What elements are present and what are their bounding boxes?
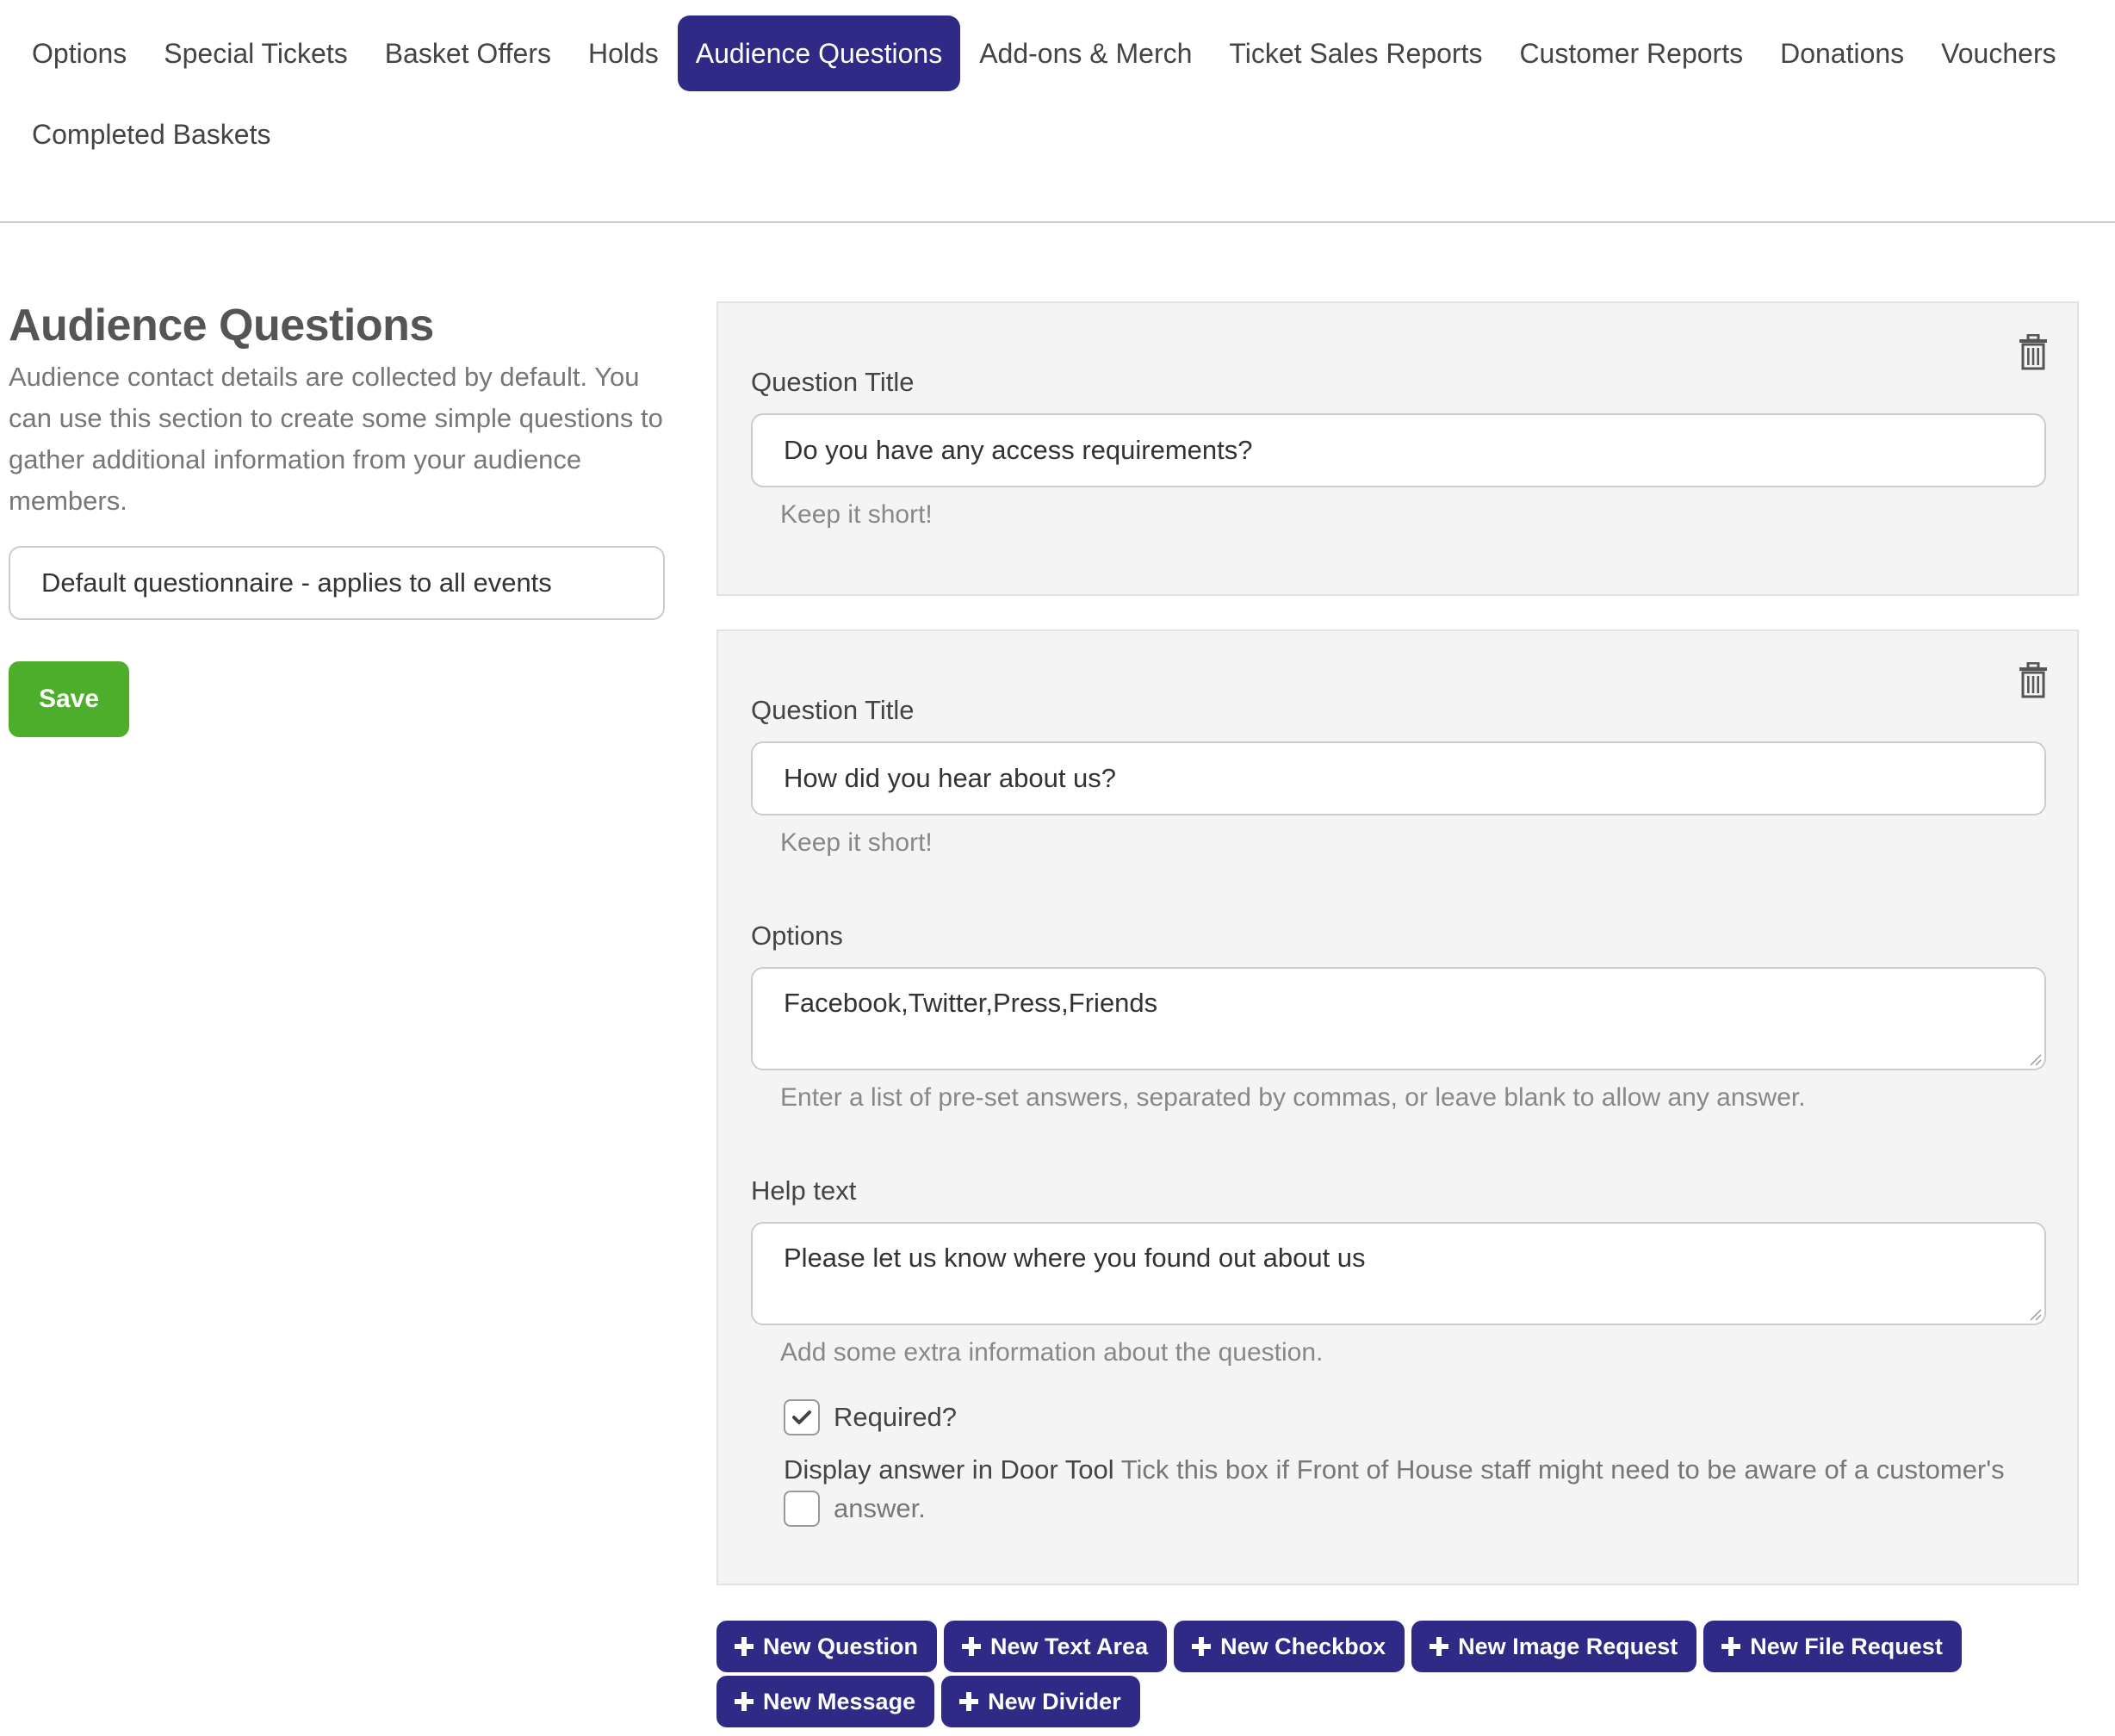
options-textarea[interactable] [751, 967, 2046, 1070]
checkmark-icon [791, 1409, 812, 1426]
help-text-hint: Add some extra information about the question. [780, 1338, 1324, 1367]
plus-icon [1191, 1636, 1212, 1657]
required-checkbox-row [784, 1399, 957, 1435]
new-file-request-label: New File Request [1750, 1633, 1943, 1659]
new-image-request-label: New Image Request [1458, 1633, 1678, 1659]
help-text-textarea[interactable] [751, 1222, 2046, 1325]
new-divider-label: New Divider [988, 1688, 1121, 1714]
sidebar-panel [9, 298, 665, 737]
intro-text: Audience contact details are collected by default. You can use this section to create some simple questions to gather additional information from your audience members. [9, 362, 663, 516]
plus-icon [1721, 1636, 1741, 1657]
help-text-label: Help text [751, 1175, 857, 1206]
new-file-request-button[interactable] [1703, 1621, 1962, 1672]
questionnaire-select[interactable]: Default questionnaire - applies to all events [9, 546, 665, 620]
new-divider-button[interactable] [941, 1676, 1140, 1727]
top-nav [14, 16, 2098, 177]
new-question-button[interactable] [716, 1621, 937, 1672]
tab-add-ons-merch[interactable]: Add-ons & Merch [979, 38, 1193, 69]
question-title-label: Question Title [751, 695, 915, 725]
tab-options[interactable]: Options [32, 38, 127, 69]
tab-completed-baskets[interactable]: Completed Baskets [32, 119, 271, 150]
door-tool-checkbox-row [784, 1491, 926, 1527]
question-title-input[interactable]: Do you have any access requirements? [751, 413, 2046, 487]
plus-icon [734, 1691, 754, 1712]
tab-vouchers[interactable]: Vouchers [1941, 38, 2056, 69]
question-panel [716, 629, 2079, 1585]
new-question-label: New Question [763, 1633, 919, 1659]
tab-holds[interactable]: Holds [587, 38, 659, 69]
save-button[interactable]: Save [9, 661, 129, 737]
add-element-toolbar [716, 1621, 2094, 1731]
required-label: Required? [834, 1402, 958, 1432]
door-tool-answer-text: answer. [834, 1493, 926, 1523]
question-title-hint: Keep it short! [780, 828, 933, 857]
new-text-area-label: New Text Area [990, 1633, 1149, 1659]
tab-basket-offers[interactable]: Basket Offers [384, 38, 551, 69]
new-message-label: New Message [763, 1688, 916, 1714]
new-checkbox-button[interactable] [1174, 1621, 1405, 1672]
question-panel [716, 301, 2079, 596]
tab-special-tickets[interactable]: Special Tickets [164, 38, 348, 69]
plus-icon [734, 1636, 754, 1657]
door-tool-description: Tick this box if Front of House staff might need to be aware of a customer's [1120, 1454, 2005, 1485]
help-text-value: Please let us know where you found out about us [784, 1243, 1366, 1273]
required-checkbox[interactable] [784, 1399, 820, 1435]
new-text-area-button[interactable] [944, 1621, 1167, 1672]
page-title: Audience Questions [9, 301, 434, 350]
options-value: Facebook,Twitter,Press,Friends [784, 988, 1158, 1018]
resize-handle-icon[interactable] [2027, 1051, 2043, 1067]
new-image-request-button[interactable] [1411, 1621, 1696, 1672]
tab-audience-questions[interactable]: Audience Questions [678, 16, 960, 91]
question-title-input[interactable]: How did you hear about us? [751, 741, 2046, 815]
trash-icon[interactable] [2019, 334, 2048, 370]
door-tool-label: Display answer in Door Tool [784, 1454, 1114, 1485]
question-title-hint: Keep it short! [780, 500, 933, 529]
new-message-button[interactable] [716, 1676, 934, 1727]
plus-icon [1429, 1636, 1449, 1657]
options-hint: Enter a list of pre-set answers, separated by commas, or leave blank to allow any answer. [780, 1083, 1806, 1112]
trash-icon[interactable] [2019, 662, 2048, 698]
tab-ticket-sales-reports[interactable]: Ticket Sales Reports [1229, 38, 1483, 69]
plus-icon [958, 1691, 979, 1712]
question-title-label: Question Title [751, 367, 915, 397]
new-checkbox-label: New Checkbox [1220, 1633, 1386, 1659]
door-tool-text [784, 1449, 2075, 1491]
tab-customer-reports[interactable]: Customer Reports [1519, 38, 1744, 69]
nav-divider [0, 221, 2115, 223]
plus-icon [961, 1636, 982, 1657]
resize-handle-icon[interactable] [2027, 1306, 2043, 1322]
tab-donations[interactable]: Donations [1780, 38, 1905, 69]
door-tool-checkbox[interactable] [784, 1491, 820, 1527]
options-label: Options [751, 921, 843, 951]
